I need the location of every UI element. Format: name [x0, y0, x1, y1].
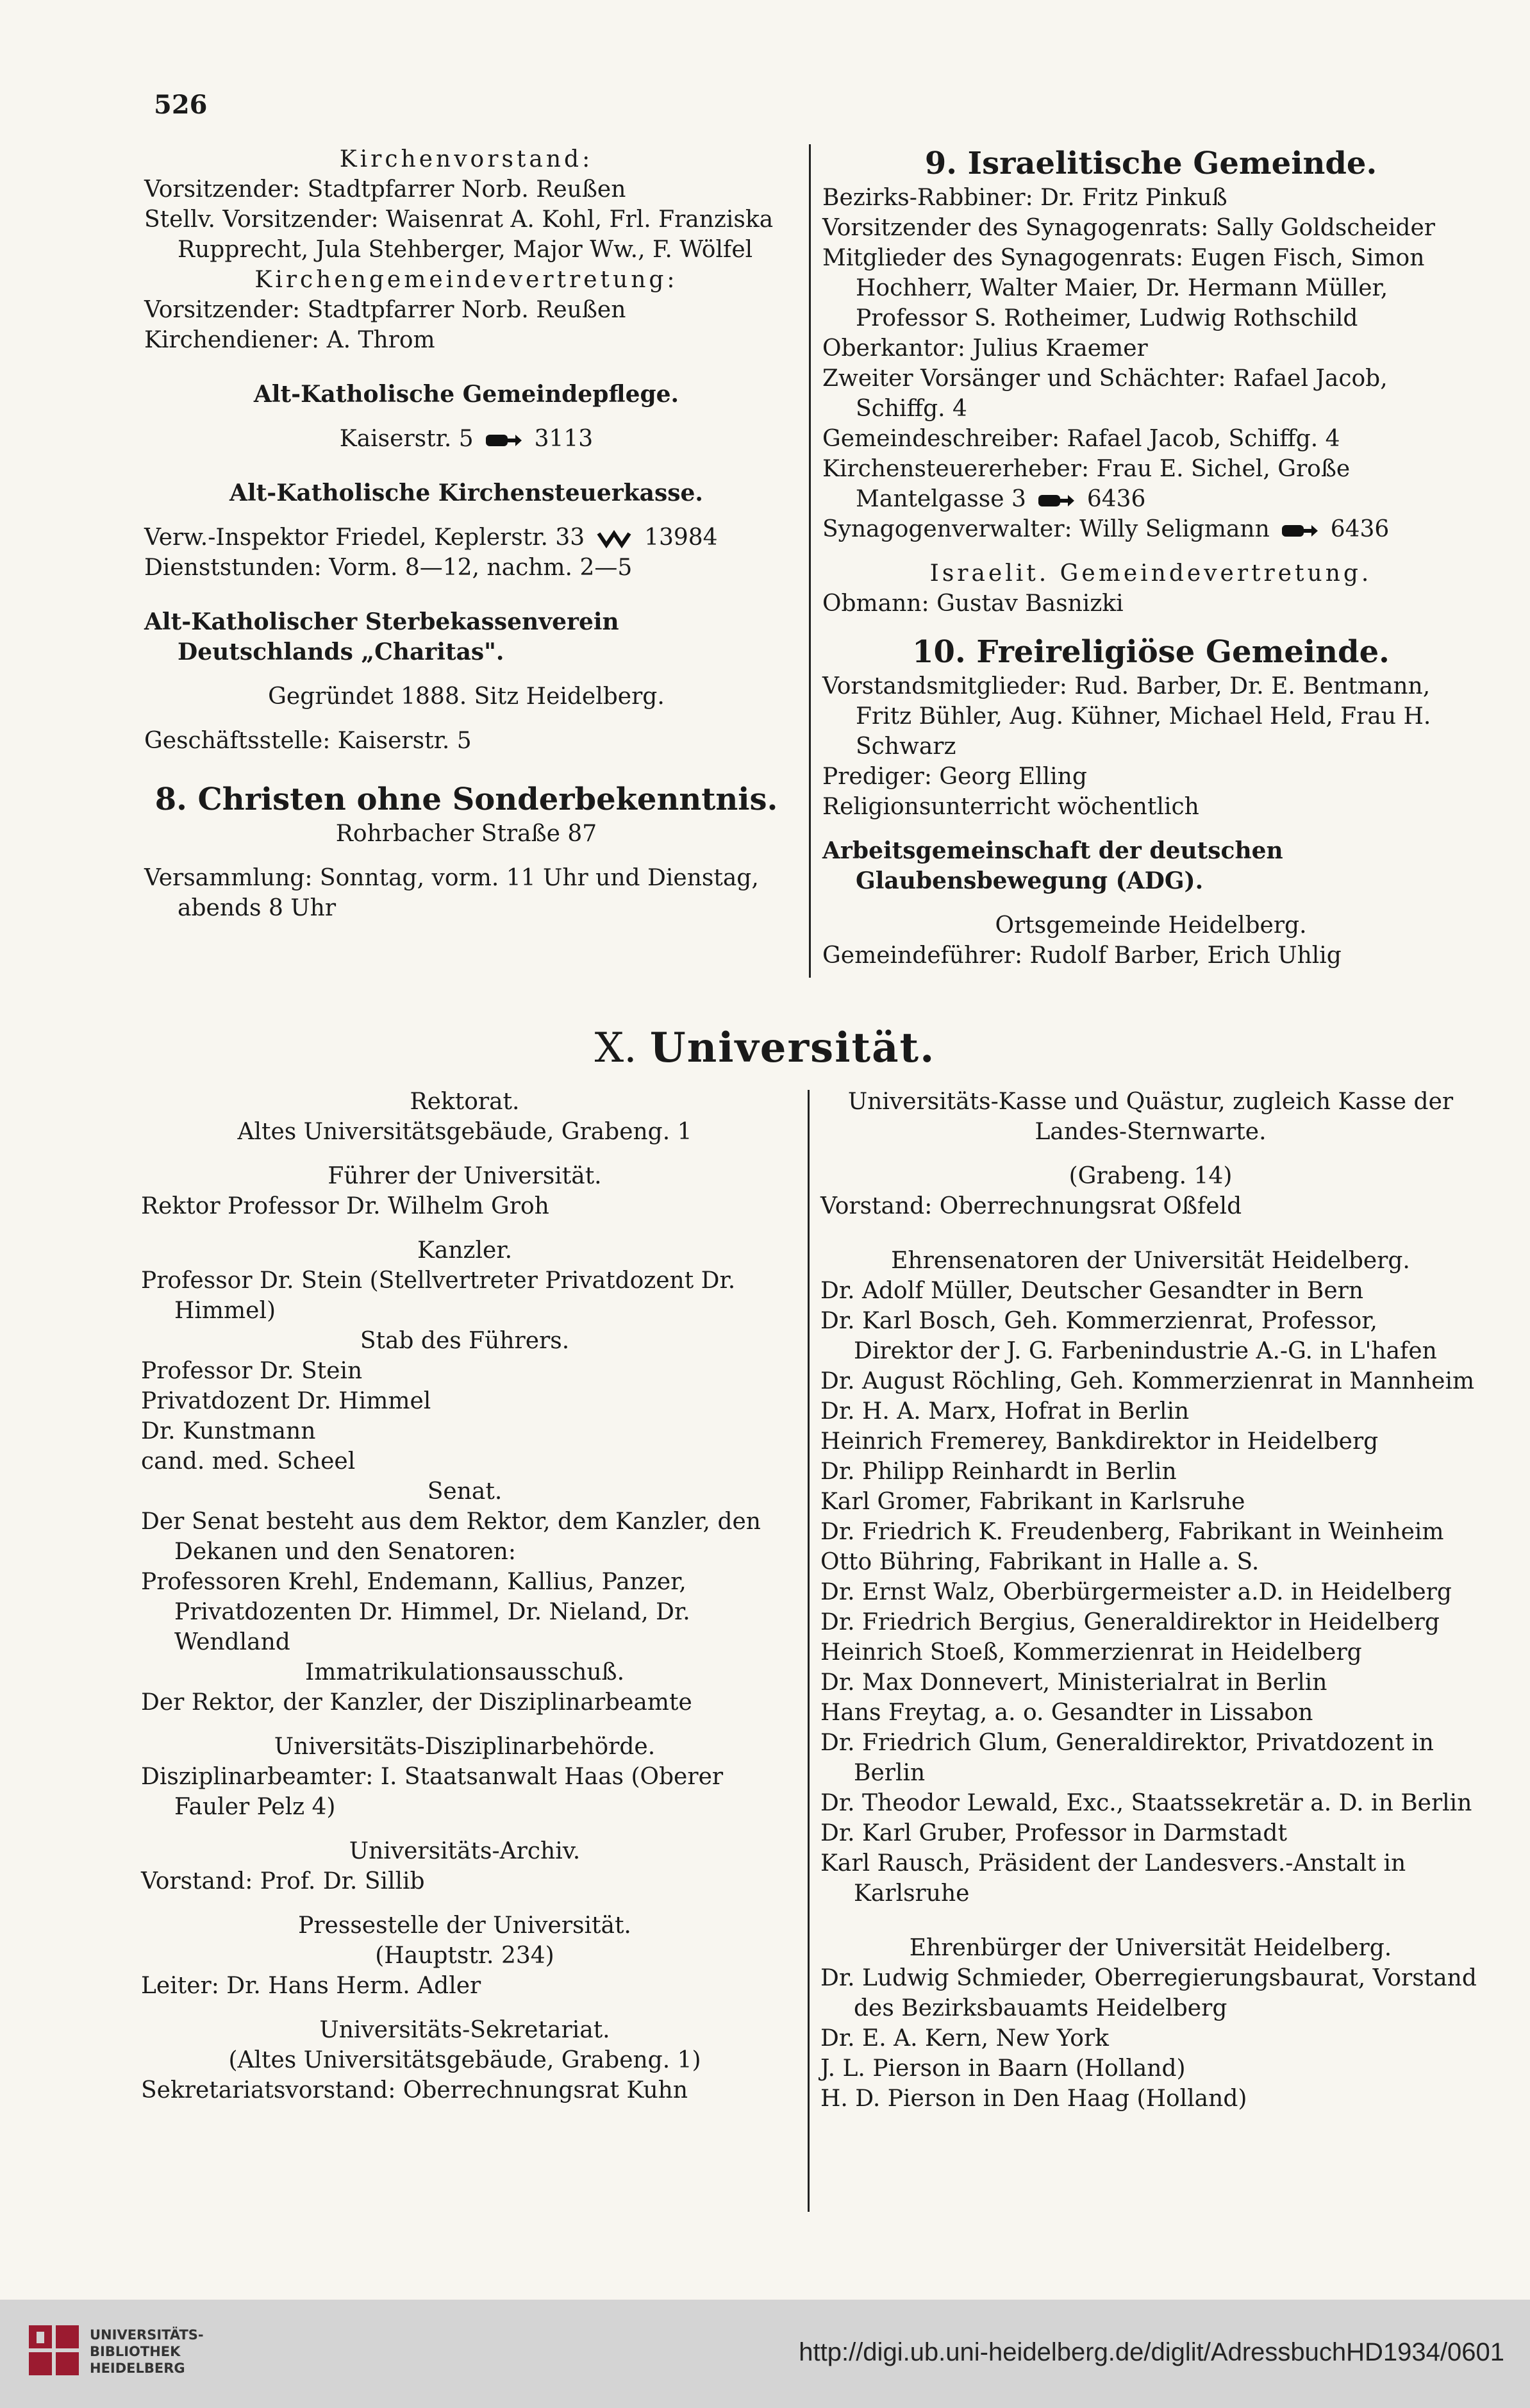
fuehrer-heading: Führer der Universität.	[328, 1163, 602, 1189]
list-item: Dr. Ernst Walz, Oberbürgermeister a.D. in Heidelberg	[820, 1579, 1452, 1605]
list-item: Hans Freytag, a. o. Gesandter in Lissabon	[820, 1700, 1313, 1726]
footer-bar	[0, 2300, 1530, 2408]
column-divider	[809, 144, 811, 978]
kirchenvorstand-heading: Kirchenvorstand:	[339, 146, 594, 172]
section-numeral: X.	[594, 1024, 637, 1072]
oberkantor-entry: Oberkantor: Julius Kraemer	[822, 335, 1148, 362]
altkath-gemeindepflege-heading: Alt-Katholische Gemeindepflege.	[253, 381, 679, 408]
kanzler-entry: Professor Dr. Stein (Stellvertreter Privatdozent Dr. Himmel)	[141, 1267, 736, 1324]
list-item: Dr. Karl Bosch, Geh. Kommerzienrat, Professor, Direktor der J. G. Farbenindustrie A.-G. in L'hafen	[820, 1308, 1437, 1364]
top-left-column	[144, 144, 788, 923]
senat-text: Der Senat besteht aus dem Rektor, dem Kanzler, den Dekanen und den Senatoren:	[141, 1509, 761, 1565]
dienststunden-entry: Dienststunden: Vorm. 8—12, nachm. 2—5	[144, 555, 633, 581]
list-item: Heinrich Stoeß, Kommerzienrat in Heidelberg	[820, 1639, 1362, 1666]
stab-member: Professor Dr. Stein	[141, 1358, 363, 1384]
stellvertreter-entry: Stellv. Vorsitzender: Waisenrat A. Kohl, Frl. Franziska Rupprecht, Jula Stehberger, Major Ww., F. Wölfel	[144, 206, 774, 263]
column-divider	[808, 1090, 810, 2212]
verw-inspektor-entry	[144, 523, 788, 553]
sekretariat-address: (Altes Universitätsgebäude, Grabeng. 1)	[228, 2047, 701, 2073]
verw-inspektor-text: Verw.-Inspektor Friedel, Keplerstr. 33	[144, 524, 585, 551]
list-item: Dr. August Röchling, Geh. Kommerzienrat in Mannheim	[820, 1368, 1475, 1394]
presse-address: (Hauptstr. 234)	[375, 1943, 554, 1969]
sekretariat-heading: Universitäts-Sekretariat.	[319, 2017, 610, 2043]
kasse-heading: Universitäts-Kasse und Quästur, zugleich Kasse der Landes-Sternwarte.	[847, 1089, 1454, 1145]
ehrenbuerger-list	[820, 1963, 1481, 2114]
list-item: J. L. Pierson in Baarn (Holland)	[820, 2055, 1186, 2082]
list-item: Dr. Max Donnevert, Ministerialrat in Berlin	[820, 1669, 1327, 1696]
section8-heading: 8. Christen ohne Sonderbekenntnis.	[154, 782, 778, 817]
sterbekasse-heading: Alt-Katholischer Sterbekassenverein Deutschlands „Charitas".	[144, 608, 619, 665]
rektorat-address: Altes Universitätsgebäude, Grabeng. 1	[237, 1119, 692, 1145]
section8-address: Rohrbacher Straße 87	[335, 821, 597, 847]
kirchensteuererheber-entry	[822, 454, 1479, 514]
kasse-address: (Grabeng. 14)	[1069, 1163, 1233, 1189]
kirchensteuererheber-text: Kirchensteuererheber: Frau E. Sichel, Große Mantelgasse 3	[822, 456, 1351, 512]
telephone-icon	[596, 530, 633, 549]
disziplinar-heading: Universitäts-Disziplinarbehörde.	[274, 1734, 656, 1760]
mitglieder-synagogenrat-entry: Mitglieder des Synagogenrats: Eugen Fisch, Simon Hochherr, Walter Maier, Dr. Hermann Müller, Professor S. Rotheimer, Ludwig Rothschild	[822, 245, 1425, 331]
list-item: Dr. Ludwig Schmieder, Oberregierungsbaurat, Vorstand des Bezirksbauamts Heidelberg	[820, 1965, 1477, 2021]
zweiter-vorsaenger-entry: Zweiter Vorsänger und Schächter: Rafael Jacob, Schiffg. 4	[822, 365, 1388, 422]
vorsitzender-entry: Vorsitzender: Stadtpfarrer Norb. Reußen	[144, 176, 626, 203]
gemeindepflege-street: Kaiserstr. 5	[339, 426, 474, 452]
gemeindepflege-address	[144, 424, 788, 454]
archiv-text: Vorstand: Prof. Dr. Sillib	[141, 1868, 425, 1894]
stab-member: Dr. Kunstmann	[141, 1418, 316, 1444]
list-item: Dr. Karl Gruber, Professor in Darmstadt	[820, 1820, 1287, 1846]
immatrikulation-text: Der Rektor, der Kanzler, der Disziplinarbeamte	[141, 1689, 692, 1716]
stab-member: cand. med. Scheel	[141, 1448, 356, 1475]
adg-heading: Arbeitsgemeinschaft der deutschen Glaubensbewegung (ADG).	[822, 837, 1283, 894]
library-name-line: HEIDELBERG	[90, 2361, 185, 2376]
list-item: Dr. E. A. Kern, New York	[820, 2025, 1109, 2052]
telephone-icon	[485, 431, 523, 450]
stab-heading: Stab des Führers.	[360, 1328, 570, 1354]
top-right-column	[822, 144, 1479, 971]
ortsgemeinde-entry: Ortsgemeinde Heidelberg.	[995, 912, 1307, 939]
senat-heading: Senat.	[427, 1478, 503, 1505]
sekretariat-vorstand: Sekretariatsvorstand: Oberrechnungsrat Kuhn	[141, 2077, 688, 2103]
source-url-link[interactable]: http://digi.ub.uni-heidelberg.de/diglit/AdressbuchHD1934/0601	[799, 2338, 1504, 2366]
stab-member: Privatdozent Dr. Himmel	[141, 1388, 431, 1414]
page-number: 526	[154, 90, 208, 120]
section-name: Universität.	[649, 1024, 936, 1072]
versammlung-entry: Versammlung: Sonntag, vorm. 11 Uhr und Dienstag, abends 8 Uhr	[144, 865, 759, 921]
kasse-vorstand: Vorstand: Oberrechnungsrat Oßfeld	[820, 1193, 1242, 1219]
library-logo-icon	[29, 2325, 80, 2377]
gemeindefuehrer-entry: Gemeindeführer: Rudolf Barber, Erich Uhlig	[822, 942, 1342, 969]
obmann-entry: Obmann: Gustav Basnizki	[822, 590, 1124, 617]
gemeindevertretung-heading: Kirchengemeindevertretung:	[254, 267, 678, 293]
library-name-line: BIBLIOTHEK	[90, 2344, 181, 2359]
immatrikulation-heading: Immatrikulationsausschuß.	[304, 1659, 625, 1685]
synagogenverwalter-entry	[822, 514, 1479, 544]
list-item: Karl Rausch, Präsident der Landesvers.-Anstalt in Karlsruhe	[820, 1850, 1406, 1907]
vorstandsmitglieder-entry: Vorstandsmitglieder: Rud. Barber, Dr. E. Bentmann, Fritz Bühler, Aug. Kühner, Michael Held, Frau H. Schwarz	[822, 673, 1431, 760]
telephone-icon	[1037, 491, 1076, 510]
vorsitzender-entry: Vorsitzender: Stadtpfarrer Norb. Reußen	[144, 297, 626, 323]
rektor-entry: Rektor Professor Dr. Wilhelm Groh	[141, 1193, 549, 1219]
list-item: Karl Gromer, Fabrikant in Karlsruhe	[820, 1489, 1245, 1515]
kirchendiener-entry: Kirchendiener: A. Throm	[144, 327, 435, 353]
list-item: Dr. Philipp Reinhardt in Berlin	[820, 1459, 1177, 1485]
list-item: Dr. Friedrich Bergius, Generaldirektor in Heidelberg	[820, 1609, 1440, 1635]
religionsunterricht-entry: Religionsunterricht wöchentlich	[822, 794, 1199, 820]
library-name[interactable]	[90, 2327, 204, 2377]
list-item: Otto Bühring, Fabrikant in Halle a. S.	[820, 1549, 1260, 1575]
vorsitzender-synagogenrat-entry: Vorsitzender des Synagogenrats: Sally Goldscheider	[822, 215, 1435, 241]
ehrensenatoren-heading: Ehrensenatoren der Universität Heidelberg.	[891, 1248, 1410, 1274]
prediger-entry: Prediger: Georg Elling	[822, 764, 1087, 790]
altkath-kirchensteuerkasse-heading: Alt-Katholische Kirchensteuerkasse.	[229, 480, 703, 506]
telephone-icon	[1281, 521, 1319, 540]
list-item: Dr. Theodor Lewald, Exc., Staatssekretär a. D. in Berlin	[820, 1790, 1472, 1816]
synagogenverwalter-phone: 6436	[1330, 516, 1390, 542]
isr-gemeindevertretung-heading: Israelit. Gemeindevertretung.	[929, 560, 1372, 587]
list-item: Heinrich Fremerey, Bankdirektor in Heidelberg	[820, 1428, 1379, 1455]
bottom-right-column	[820, 1087, 1481, 2114]
senat-members: Professoren Krehl, Endemann, Kallius, Panzer, Privatdozenten Dr. Himmel, Dr. Nieland, Dr. Wendland	[141, 1569, 690, 1655]
list-item: Dr. Friedrich K. Freudenberg, Fabrikant in Weinheim	[820, 1519, 1444, 1545]
library-name-line: UNIVERSITÄTS-	[90, 2327, 204, 2343]
presse-leiter: Leiter: Dr. Hans Herm. Adler	[141, 1973, 481, 1999]
ehrenbuerger-heading: Ehrenbürger der Universität Heidelberg.	[909, 1935, 1392, 1961]
bezirksrabbiner-entry: Bezirks-Rabbiner: Dr. Fritz Pinkuß	[822, 185, 1227, 211]
ehrensenatoren-list	[820, 1276, 1481, 1909]
section9-heading: 9. Israelitische Gemeinde.	[924, 146, 1377, 181]
archiv-heading: Universitäts-Archiv.	[349, 1838, 581, 1864]
gemeindepflege-phone: 3113	[534, 426, 594, 452]
list-item: Dr. H. A. Marx, Hofrat in Berlin	[820, 1398, 1190, 1425]
section-x-title	[0, 1023, 1530, 1074]
rektorat-heading: Rektorat.	[410, 1089, 520, 1115]
gemeindeschreiber-entry: Gemeindeschreiber: Rafael Jacob, Schiffg. 4	[822, 426, 1340, 452]
disziplinar-text: Disziplinarbeamter: I. Staatsanwalt Haas (Oberer Fauler Pelz 4)	[141, 1764, 724, 1820]
geschaeftsstelle-entry: Geschäftsstelle: Kaiserstr. 5	[144, 728, 472, 754]
presse-heading: Pressestelle der Universität.	[298, 1912, 631, 1939]
bottom-left-column	[141, 1087, 788, 2105]
section10-heading: 10. Freireligiöse Gemeinde.	[912, 634, 1390, 670]
synagogenverwalter-text: Synagogenverwalter: Willy Seligmann	[822, 516, 1270, 542]
kanzler-heading: Kanzler.	[417, 1237, 513, 1264]
list-item: Dr. Friedrich Glum, Generaldirektor, Privatdozent in Berlin	[820, 1730, 1434, 1786]
list-item: H. D. Pierson in Den Haag (Holland)	[820, 2086, 1247, 2112]
gegruendet-entry: Gegründet 1888. Sitz Heidelberg.	[268, 683, 665, 710]
list-item: Dr. Adolf Müller, Deutscher Gesandter in Bern	[820, 1278, 1364, 1304]
kirchensteuer-phone: 6436	[1086, 486, 1146, 512]
verw-phone: 13984	[644, 524, 718, 551]
